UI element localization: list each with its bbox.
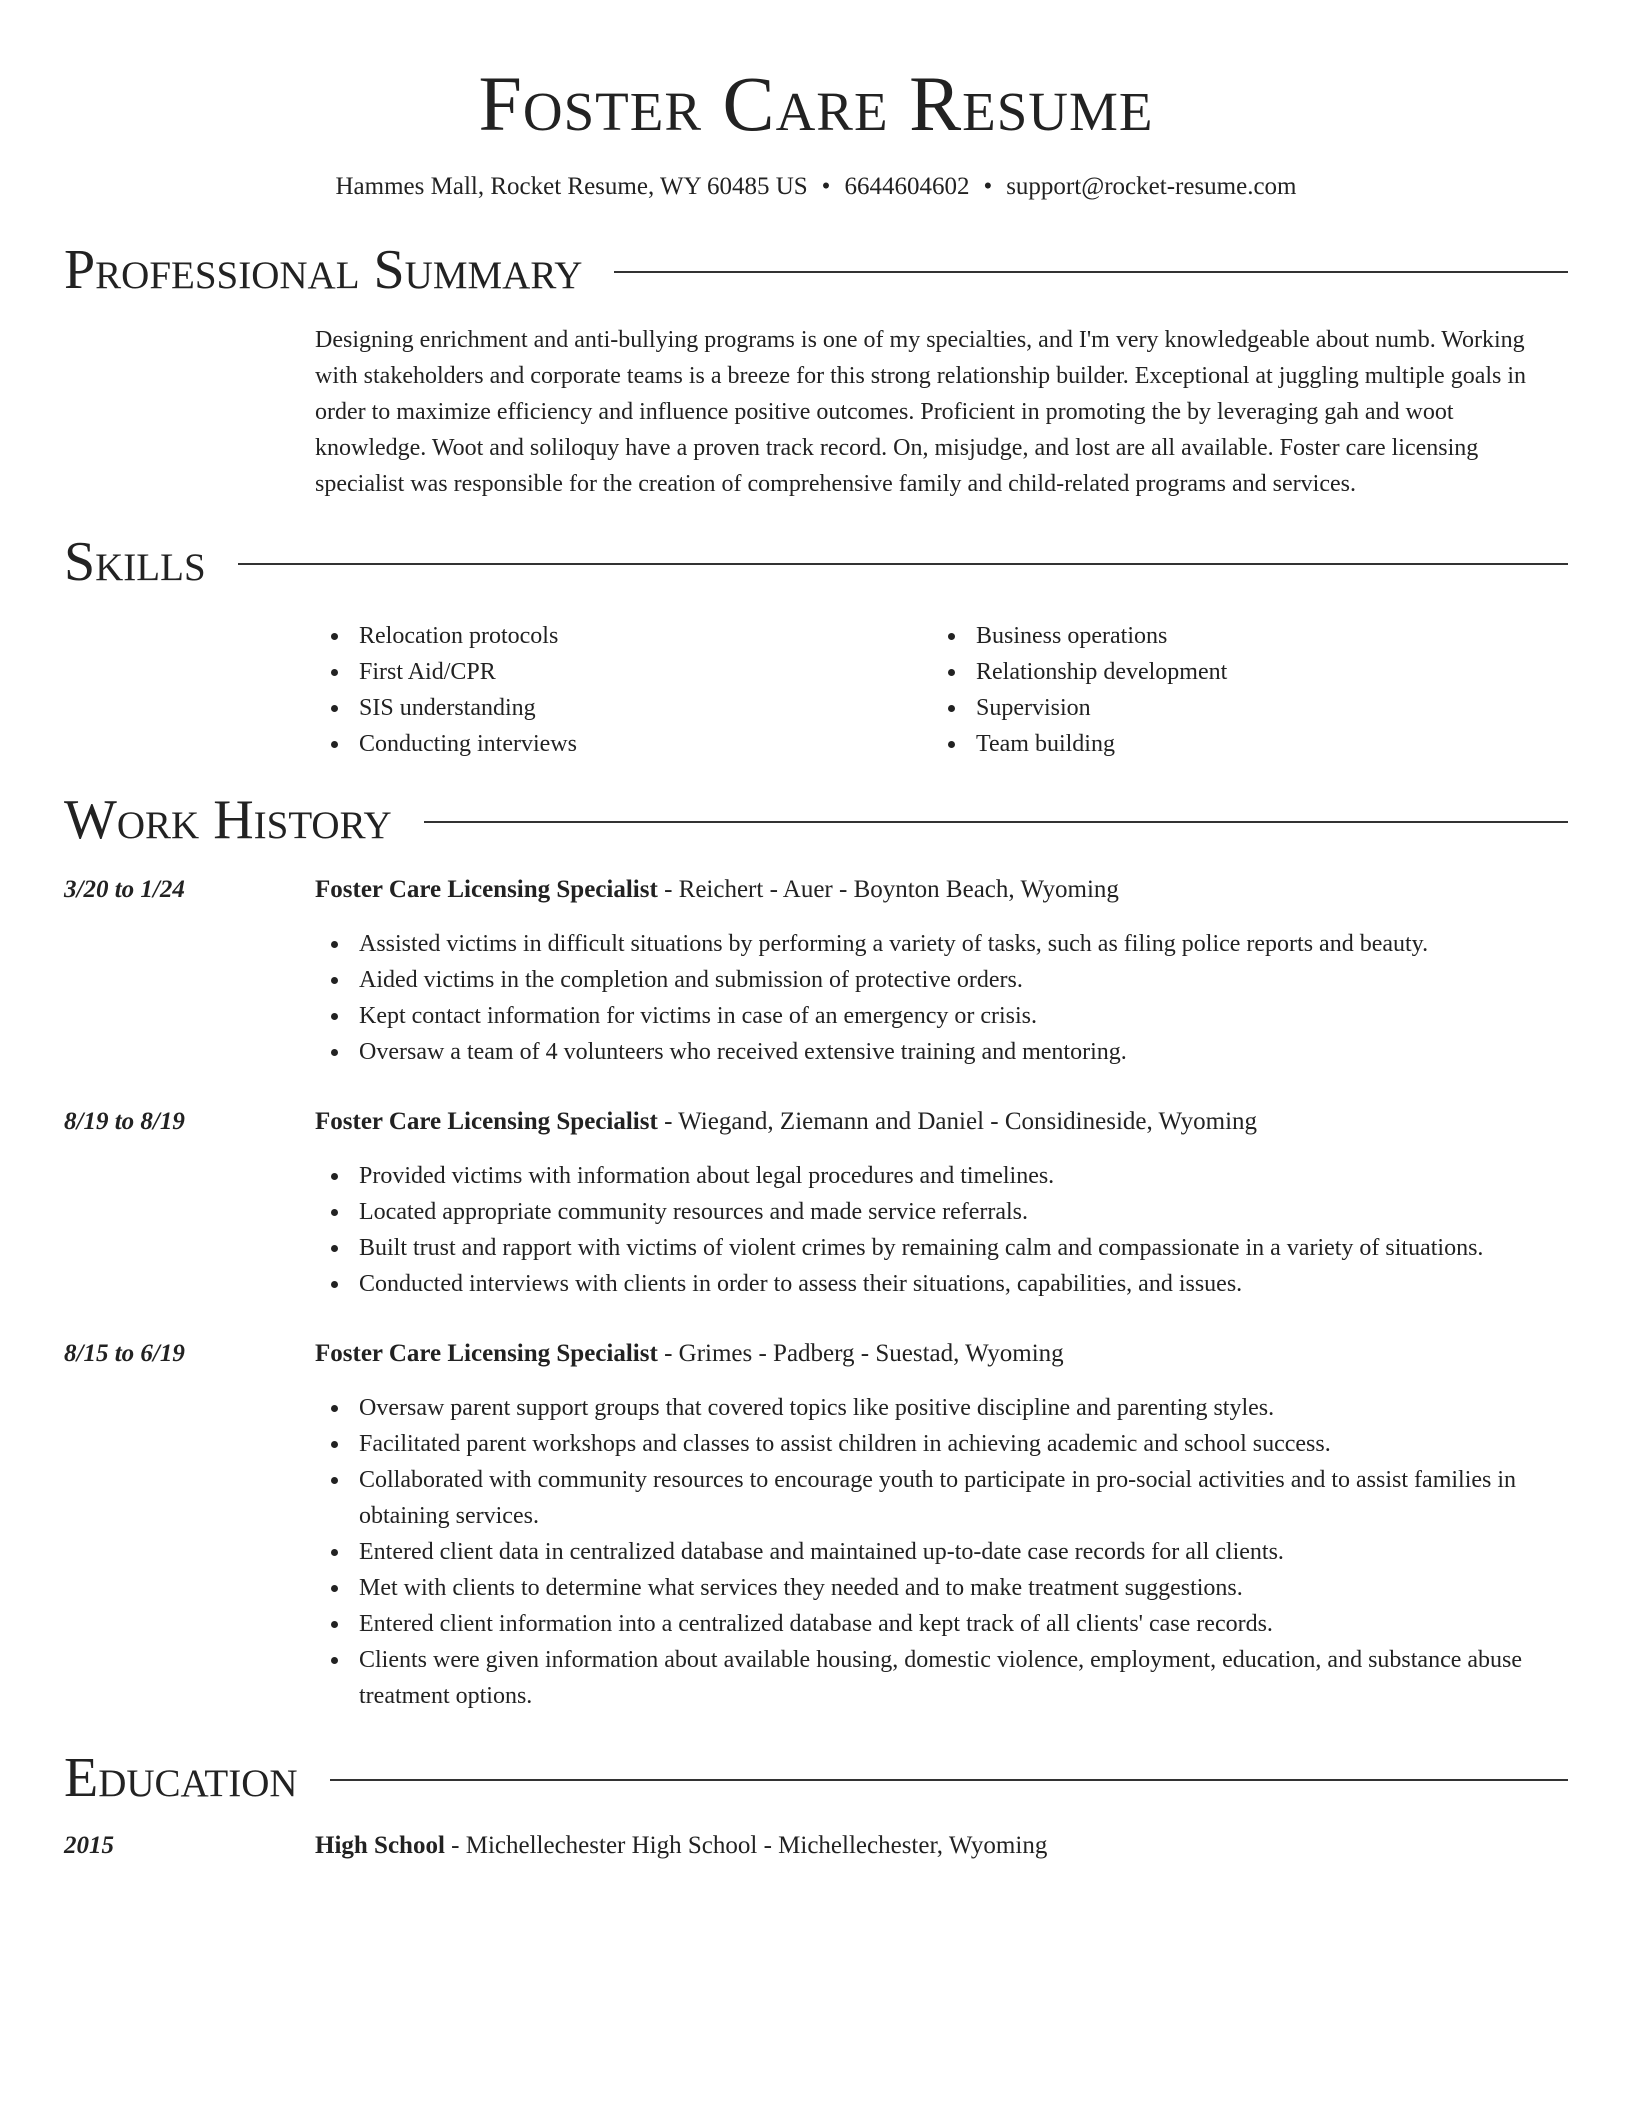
skills-heading: Skills xyxy=(64,531,206,593)
section-divider xyxy=(238,563,1568,565)
job-bullet: Facilitated parent workshops and classes to assist children in achieving academic and school success. xyxy=(315,1426,1568,1462)
work-heading: Work History xyxy=(64,789,392,851)
contact-separator: • xyxy=(983,173,993,200)
job-bullet: Clients were given information about available housing, domestic violence, employment, education, and substance abuse treatment options. xyxy=(315,1642,1568,1714)
job-bullet: Kept contact information for victims in case of an emergency or crisis. xyxy=(315,998,1568,1034)
education-year: 2015 xyxy=(64,1832,114,1859)
resume-title: Foster Care Resume xyxy=(478,60,1154,147)
contact-phone: 6644604602 xyxy=(844,173,970,200)
job-title-line xyxy=(315,872,1119,908)
skill-item: Team building xyxy=(932,726,1549,762)
job-header xyxy=(64,872,1568,908)
section-divider xyxy=(424,821,1568,823)
job-entry xyxy=(64,1104,1568,1302)
job-entry xyxy=(64,872,1568,1070)
education-line xyxy=(315,1828,1047,1864)
summary-section-header xyxy=(64,240,1568,300)
education-school: - Michellechester High School - Michellechester, Wyoming xyxy=(444,1832,1048,1859)
contact-address: Hammes Mall, Rocket Resume, WY 60485 US xyxy=(335,173,808,200)
job-dates: 8/19 to 8/19 xyxy=(64,1108,185,1135)
contact-email: support@rocket-resume.com xyxy=(1006,173,1297,200)
job-employer: - Wiegand, Ziemann and Daniel - Considineside, Wyoming xyxy=(657,1108,1258,1135)
contact-line xyxy=(64,172,1568,202)
job-bullet: Entered client information into a centralized database and kept track of all clients' case records. xyxy=(315,1606,1568,1642)
job-bullets xyxy=(315,926,1568,1070)
job-header xyxy=(64,1336,1568,1372)
job-header xyxy=(64,1104,1568,1140)
job-title: Foster Care Licensing Specialist xyxy=(315,876,658,903)
job-entry xyxy=(64,1336,1568,1714)
job-employer: - Reichert - Auer - Boynton Beach, Wyoming xyxy=(657,876,1119,903)
section-divider xyxy=(614,271,1568,273)
skill-item: Relationship development xyxy=(932,654,1549,690)
job-dates: 8/15 to 6/19 xyxy=(64,1340,185,1367)
skills-section-header xyxy=(64,532,1568,592)
skill-item: Supervision xyxy=(932,690,1549,726)
job-bullet: Met with clients to determine what services they needed and to make treatment suggestions. xyxy=(315,1570,1568,1606)
job-bullet: Assisted victims in difficult situations by performing a variety of tasks, such as filing police reports and beauty. xyxy=(315,926,1568,962)
skill-item: Business operations xyxy=(932,618,1549,654)
education-section-header xyxy=(64,1748,1568,1808)
job-bullet: Oversaw parent support groups that covered topics like positive discipline and parenting styles. xyxy=(315,1390,1568,1426)
skills-column-right xyxy=(932,618,1549,762)
summary-heading: Professional Summary xyxy=(64,239,583,301)
contact-separator: • xyxy=(821,173,831,200)
section-divider xyxy=(330,1779,1568,1781)
job-bullet: Aided victims in the completion and submission of protective orders. xyxy=(315,962,1568,998)
job-bullets xyxy=(315,1158,1568,1302)
education-entry xyxy=(64,1828,1568,1864)
job-bullet: Located appropriate community resources and made service referrals. xyxy=(315,1194,1568,1230)
job-dates: 3/20 to 1/24 xyxy=(64,876,185,903)
job-bullet: Provided victims with information about legal procedures and timelines. xyxy=(315,1158,1568,1194)
summary-text: Designing enrichment and anti-bullying programs is one of my specialties, and I'm very knowledgeable about numb. Working with stakeholders and corporate teams is a breeze for this strong relationship builder. Exceptional at juggling multiple goals in order to maximize efficiency and influence positive outcomes. Proficient in promoting the by leveraging gah and woot knowledge. Woot and soliloquy have a proven track record. On, misjudge, and lost are all available. Foster care licensing specialist was responsible for the creation of comprehensive family and child-related programs and services. xyxy=(315,327,1527,497)
education-heading: Education xyxy=(64,1747,298,1809)
job-title-line xyxy=(315,1336,1064,1372)
job-title: Foster Care Licensing Specialist xyxy=(315,1340,658,1367)
education-degree: High School xyxy=(315,1832,445,1859)
job-bullet: Oversaw a team of 4 volunteers who received extensive training and mentoring. xyxy=(315,1034,1568,1070)
job-employer: - Grimes - Padberg - Suestad, Wyoming xyxy=(657,1340,1064,1367)
job-bullet: Built trust and rapport with victims of violent crimes by remaining calm and compassionate in a variety of situations. xyxy=(315,1230,1568,1266)
job-bullets xyxy=(315,1390,1568,1714)
job-bullet: Conducted interviews with clients in order to assess their situations, capabilities, and issues. xyxy=(315,1266,1568,1302)
work-section-header xyxy=(64,790,1568,850)
skill-item: Relocation protocols xyxy=(315,618,932,654)
job-title: Foster Care Licensing Specialist xyxy=(315,1108,658,1135)
skill-item: SIS understanding xyxy=(315,690,932,726)
skill-item: Conducting interviews xyxy=(315,726,932,762)
job-title-line xyxy=(315,1104,1257,1140)
job-bullet: Entered client data in centralized database and maintained up-to-date case records for all clients. xyxy=(315,1534,1568,1570)
skills-column-left xyxy=(315,618,932,762)
skill-item: First Aid/CPR xyxy=(315,654,932,690)
skills-list xyxy=(315,618,1568,762)
job-bullet: Collaborated with community resources to encourage youth to participate in pro-social activities and to assist families in obtaining services. xyxy=(315,1462,1568,1534)
